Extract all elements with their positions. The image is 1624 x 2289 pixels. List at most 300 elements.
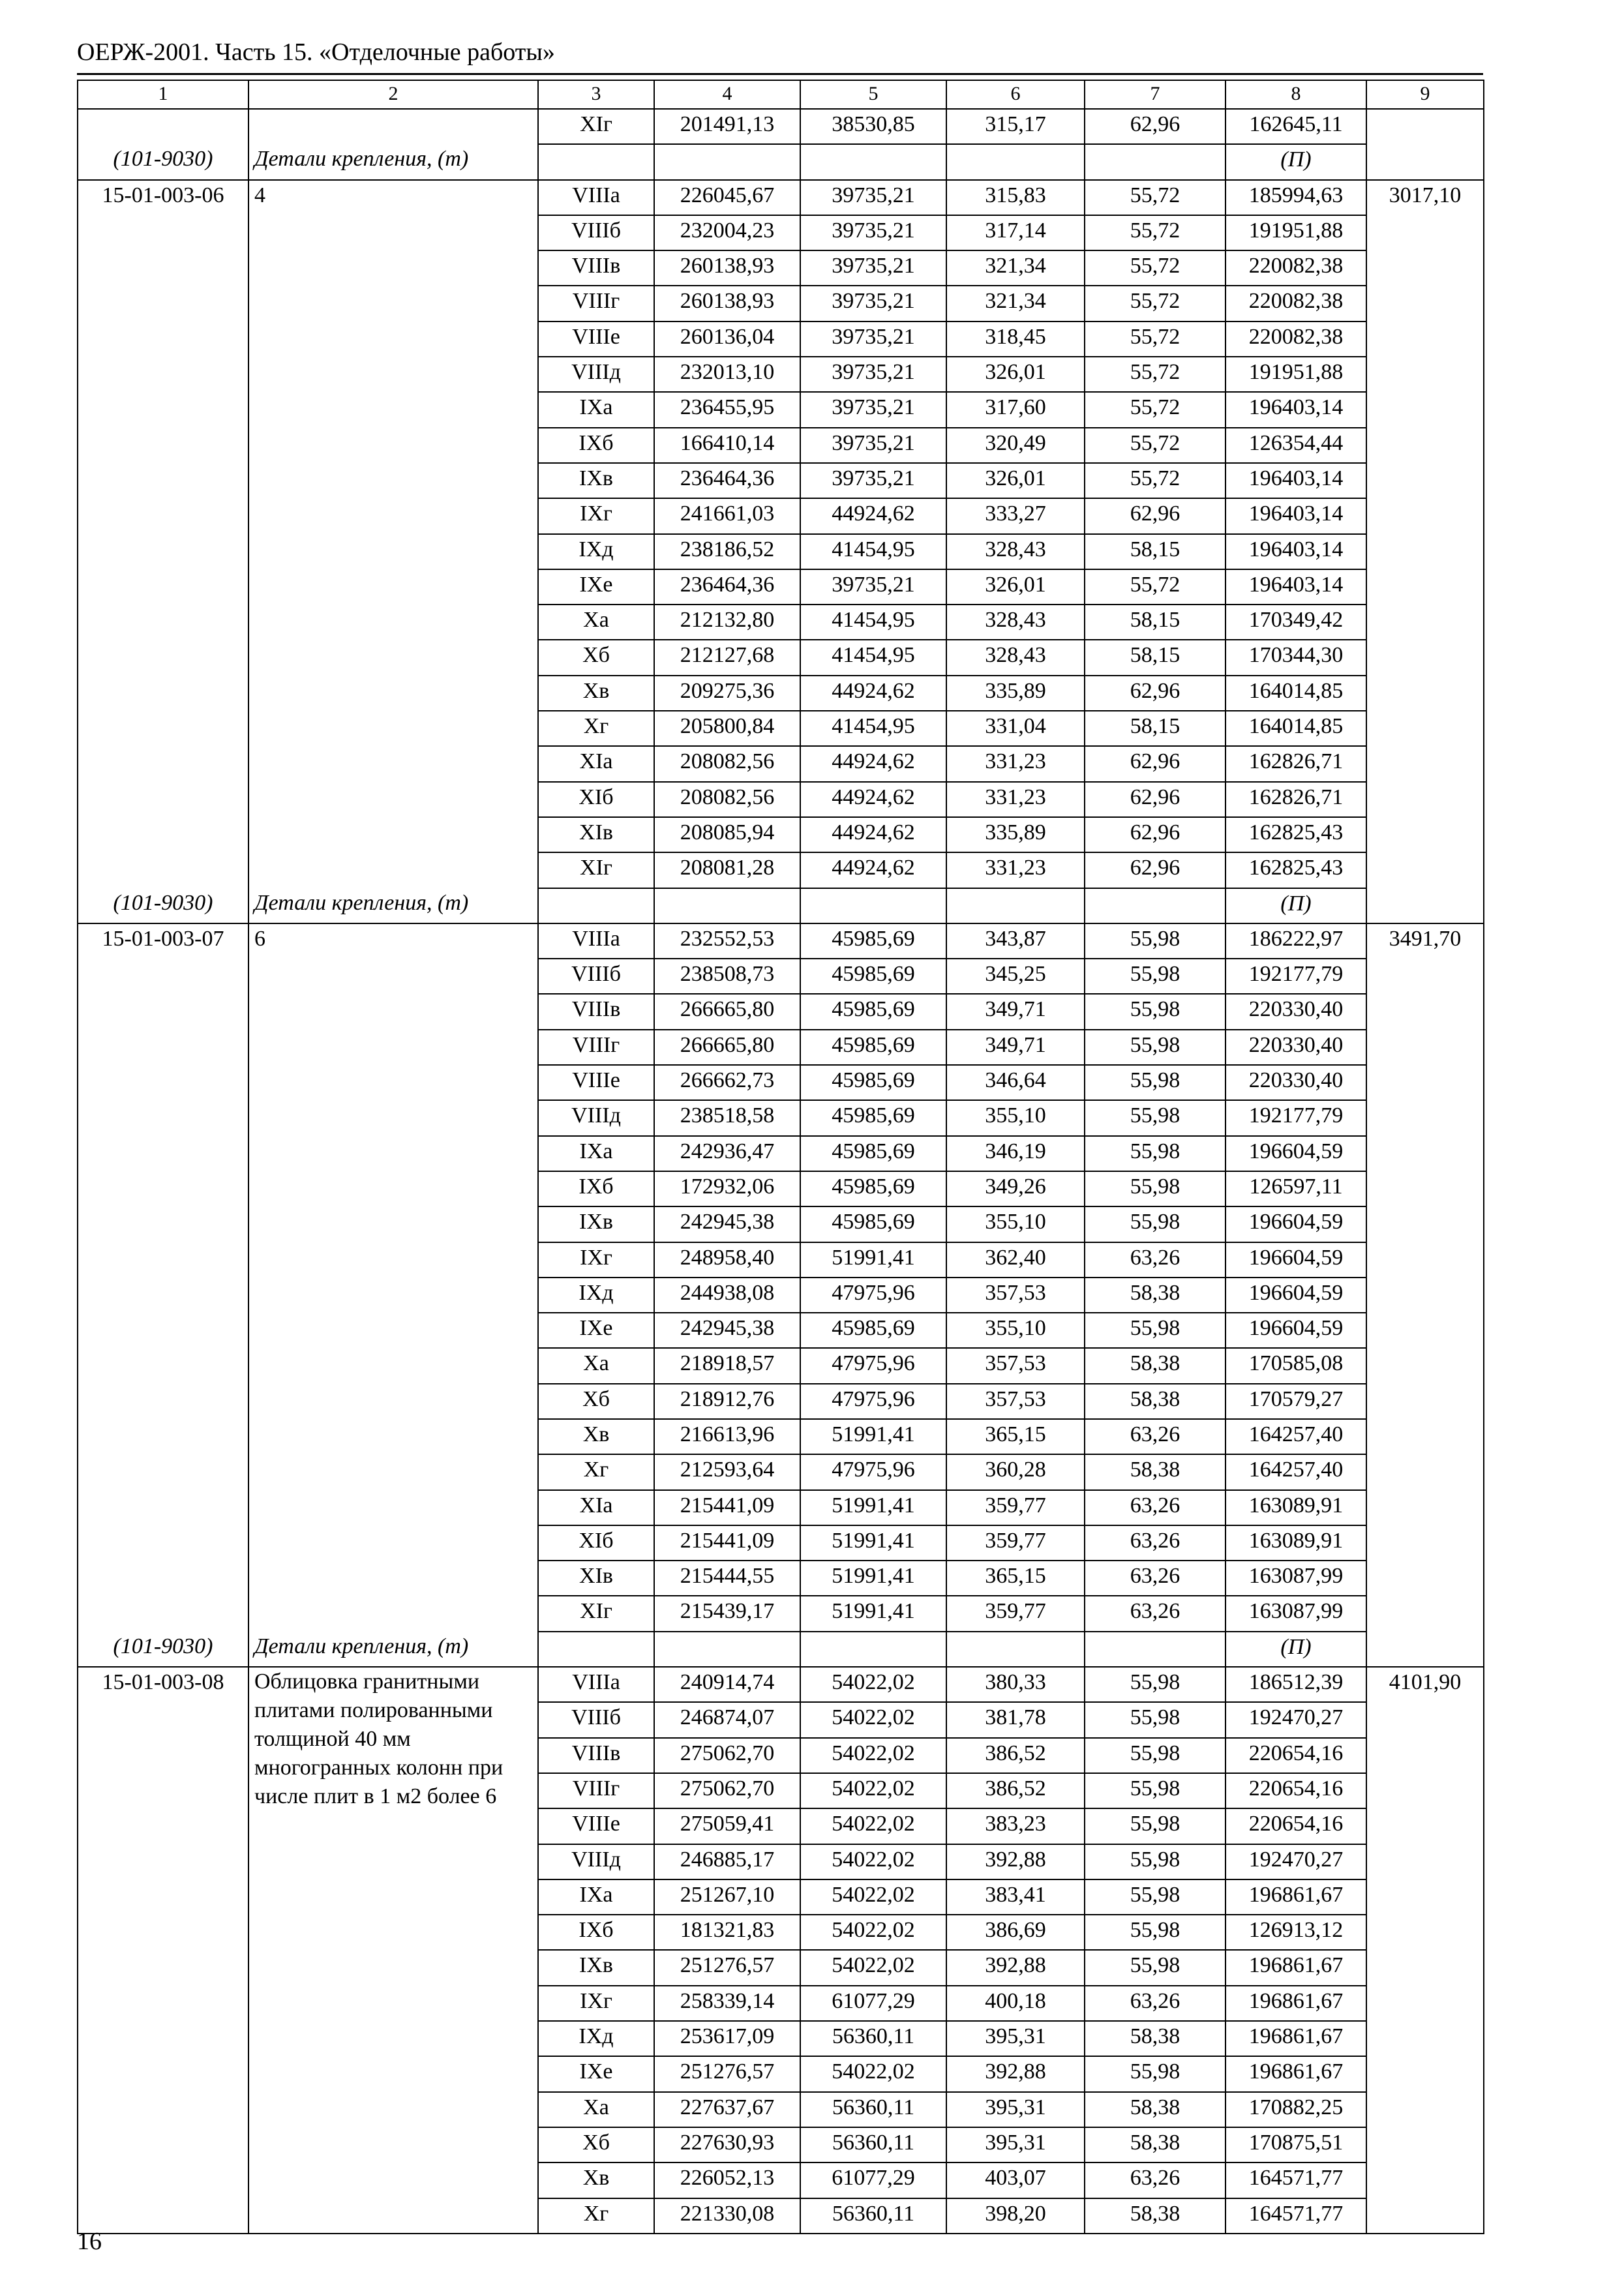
price-value: 242936,47	[654, 1136, 800, 1171]
price-value: 201491,13	[654, 109, 800, 144]
price-value: 333,27	[946, 498, 1085, 533]
price-value: 55,98	[1085, 1206, 1226, 1242]
price-value: 208082,56	[654, 782, 800, 817]
price-value: 58,38	[1085, 2092, 1226, 2127]
price-value: 47975,96	[800, 1454, 946, 1489]
price-value: 357,53	[946, 1278, 1085, 1313]
price-value: 55,72	[1085, 250, 1226, 286]
table-cell	[248, 852, 538, 888]
zone-code: Xб	[538, 640, 654, 675]
table-cell	[78, 498, 248, 533]
price-value: 44924,62	[800, 782, 946, 817]
price-value: 220082,38	[1226, 250, 1366, 286]
table-cell	[78, 357, 248, 392]
table-row	[78, 463, 1484, 498]
table-cell	[248, 1171, 538, 1206]
price-value: 331,23	[946, 746, 1085, 781]
table-cell	[248, 463, 538, 498]
price-value: 381,78	[946, 1702, 1085, 1737]
price-value: 164257,40	[1226, 1454, 1366, 1489]
zone-code: Xв	[538, 676, 654, 711]
table-cell	[78, 250, 248, 286]
price-value: 55,72	[1085, 180, 1226, 215]
zone-code: Xа	[538, 2092, 654, 2127]
price-value: 58,15	[1085, 534, 1226, 569]
resource-code: (101-9030)	[78, 1632, 248, 1667]
price-value: 395,31	[946, 2092, 1085, 2127]
price-value: 392,88	[946, 2056, 1085, 2091]
table-row	[78, 215, 1484, 250]
price-value: 232552,53	[654, 923, 800, 959]
price-value: 196861,67	[1226, 2021, 1366, 2056]
price-value: 39735,21	[800, 463, 946, 498]
price-value: 164571,77	[1226, 2162, 1366, 2198]
table-cell	[1085, 1632, 1226, 1667]
table-cell	[1366, 605, 1484, 640]
price-value: 51991,41	[800, 1561, 946, 1596]
price-value: 253617,09	[654, 2021, 800, 2056]
price-value: 170875,51	[1226, 2127, 1366, 2162]
price-value: 220082,38	[1226, 322, 1366, 357]
price-value: 365,15	[946, 1561, 1085, 1596]
zone-code: XIб	[538, 1525, 654, 1561]
price-value: 56360,11	[800, 2127, 946, 2162]
price-value: 218912,76	[654, 1384, 800, 1419]
price-value: 238518,58	[654, 1100, 800, 1135]
table-row	[78, 109, 1484, 144]
zone-code: IXб	[538, 428, 654, 463]
price-value: 58,38	[1085, 1454, 1226, 1489]
table-cell	[248, 676, 538, 711]
price-value: 63,26	[1085, 1490, 1226, 1525]
price-value: 170585,08	[1226, 1348, 1366, 1383]
price-value: 55,72	[1085, 215, 1226, 250]
price-value: 170882,25	[1226, 2092, 1366, 2127]
price-value: 236464,36	[654, 463, 800, 498]
table-cell	[248, 569, 538, 605]
table-cell	[78, 1915, 248, 1950]
resource-unit-mark: (П)	[1226, 888, 1366, 923]
price-value: 345,25	[946, 959, 1085, 994]
table-cell	[1366, 2092, 1484, 2127]
table-cell	[1366, 1242, 1484, 1278]
price-value: 238508,73	[654, 959, 800, 994]
price-value: 166410,14	[654, 428, 800, 463]
price-value: 38530,85	[800, 109, 946, 144]
price-value: 62,96	[1085, 498, 1226, 533]
table-cell	[1366, 1100, 1484, 1135]
table-cell	[1366, 1419, 1484, 1454]
table-cell	[1366, 2198, 1484, 2234]
table-cell	[248, 534, 538, 569]
price-value: 163087,99	[1226, 1561, 1366, 1596]
price-value: 44924,62	[800, 676, 946, 711]
price-value: 355,10	[946, 1206, 1085, 1242]
price-value: 248958,40	[654, 1242, 800, 1278]
zone-code: VIIIа	[538, 923, 654, 959]
table-cell	[248, 1278, 538, 1313]
price-value: 45985,69	[800, 923, 946, 959]
resource-name: Детали крепления, (т)	[248, 144, 538, 179]
material-value	[1366, 109, 1484, 144]
zone-code: VIIIб	[538, 959, 654, 994]
price-value: 328,43	[946, 640, 1085, 675]
table-cell	[78, 2092, 248, 2127]
table-row	[78, 498, 1484, 533]
table-cell	[1366, 1384, 1484, 1419]
price-value: 55,72	[1085, 569, 1226, 605]
column-number: 2	[248, 80, 538, 109]
zone-code: Xб	[538, 2127, 654, 2162]
column-number: 7	[1085, 80, 1226, 109]
price-value: 45985,69	[800, 994, 946, 1029]
price-value: 58,38	[1085, 2198, 1226, 2234]
price-value: 58,38	[1085, 1348, 1226, 1383]
price-value: 186512,39	[1226, 1667, 1366, 1702]
price-value: 241661,03	[654, 498, 800, 533]
price-value: 275059,41	[654, 1808, 800, 1844]
resource-name: Детали крепления, (т)	[248, 888, 538, 923]
price-value: 54022,02	[800, 1950, 946, 1985]
table-cell	[1366, 746, 1484, 781]
price-value: 227630,93	[654, 2127, 800, 2162]
price-value: 386,52	[946, 1773, 1085, 1808]
price-value: 63,26	[1085, 2162, 1226, 2198]
price-value: 58,38	[1085, 2127, 1226, 2162]
table-cell	[78, 1950, 248, 1985]
price-value: 55,98	[1085, 1136, 1226, 1171]
price-value: 192177,79	[1226, 959, 1366, 994]
table-row	[78, 357, 1484, 392]
zone-code: Xа	[538, 605, 654, 640]
table-cell	[78, 1844, 248, 1879]
price-value: 220654,16	[1226, 1773, 1366, 1808]
price-value: 208081,28	[654, 852, 800, 888]
table-cell	[1366, 676, 1484, 711]
table-row	[78, 1171, 1484, 1206]
price-value: 349,71	[946, 1030, 1085, 1065]
price-value: 62,96	[1085, 109, 1226, 144]
price-value: 260138,93	[654, 250, 800, 286]
price-value: 55,98	[1085, 1738, 1226, 1773]
price-value: 54022,02	[800, 2056, 946, 2091]
price-value: 162825,43	[1226, 817, 1366, 852]
zone-code: XIб	[538, 782, 654, 817]
price-value: 172932,06	[654, 1171, 800, 1206]
price-value: 260138,93	[654, 286, 800, 321]
price-value: 55,98	[1085, 1065, 1226, 1100]
price-value: 331,23	[946, 852, 1085, 888]
price-value: 355,10	[946, 1100, 1085, 1135]
price-value: 335,89	[946, 817, 1085, 852]
table-cell	[1366, 1632, 1484, 1667]
price-value: 191951,88	[1226, 215, 1366, 250]
price-value: 331,04	[946, 711, 1085, 746]
zone-code: Xг	[538, 711, 654, 746]
table-cell	[78, 1419, 248, 1454]
price-value: 58,38	[1085, 2021, 1226, 2056]
table-cell	[248, 640, 538, 675]
table-row	[78, 286, 1484, 321]
table-cell	[1366, 711, 1484, 746]
table-cell	[1366, 1490, 1484, 1525]
price-value: 41454,95	[800, 640, 946, 675]
price-value: 54022,02	[800, 1915, 946, 1950]
table-cell	[654, 1632, 800, 1667]
price-value: 55,98	[1085, 1808, 1226, 1844]
table-cell	[78, 286, 248, 321]
table-cell	[946, 144, 1085, 179]
zone-code: VIIIа	[538, 180, 654, 215]
zone-code: VIIIг	[538, 286, 654, 321]
zone-code: VIIIд	[538, 1100, 654, 1135]
zone-code: VIIIа	[538, 1667, 654, 1702]
table-cell	[800, 1632, 946, 1667]
price-value: 62,96	[1085, 817, 1226, 852]
price-value: 192470,27	[1226, 1702, 1366, 1737]
price-value: 192470,27	[1226, 1844, 1366, 1879]
price-value: 62,96	[1085, 852, 1226, 888]
price-value: 61077,29	[800, 1986, 946, 2021]
price-value: 357,53	[946, 1384, 1085, 1419]
price-value: 45985,69	[800, 1313, 946, 1348]
table-cell	[1366, 1915, 1484, 1950]
price-value: 55,98	[1085, 1773, 1226, 1808]
table-cell	[248, 215, 538, 250]
table-cell	[1366, 1348, 1484, 1383]
price-value: 54022,02	[800, 1808, 946, 1844]
table-row	[78, 676, 1484, 711]
zone-code: VIIIд	[538, 357, 654, 392]
table-row	[78, 1667, 1484, 1702]
table-cell	[78, 1561, 248, 1596]
table-cell	[1366, 463, 1484, 498]
price-value: 55,98	[1085, 1879, 1226, 1915]
price-value: 163087,99	[1226, 1596, 1366, 1631]
price-value: 41454,95	[800, 605, 946, 640]
table-row	[78, 1030, 1484, 1065]
table-cell	[78, 1454, 248, 1489]
price-value: 346,64	[946, 1065, 1085, 1100]
table-cell	[78, 1879, 248, 1915]
price-value: 39735,21	[800, 250, 946, 286]
table-cell	[1366, 215, 1484, 250]
zone-code: IXг	[538, 1986, 654, 2021]
table-cell	[1366, 1702, 1484, 1737]
table-cell	[78, 1773, 248, 1808]
price-value: 226045,67	[654, 180, 800, 215]
price-value: 55,98	[1085, 959, 1226, 994]
price-value: 55,72	[1085, 322, 1226, 357]
price-value: 54022,02	[800, 1667, 946, 1702]
price-value: 196861,67	[1226, 1950, 1366, 1985]
price-value: 63,26	[1085, 1419, 1226, 1454]
table-row	[78, 428, 1484, 463]
table-cell	[78, 2056, 248, 2091]
price-value: 240914,74	[654, 1667, 800, 1702]
table-cell	[248, 1206, 538, 1242]
price-value: 54022,02	[800, 1738, 946, 1773]
table-row	[78, 1419, 1484, 1454]
price-value: 45985,69	[800, 1171, 946, 1206]
price-value: 220330,40	[1226, 994, 1366, 1029]
price-value: 196403,14	[1226, 534, 1366, 569]
price-value: 62,96	[1085, 782, 1226, 817]
price-value: 39735,21	[800, 215, 946, 250]
zone-code: Xб	[538, 1384, 654, 1419]
price-value: 55,98	[1085, 1950, 1226, 1985]
table-cell	[1366, 322, 1484, 357]
price-value: 220082,38	[1226, 286, 1366, 321]
zone-code: Xг	[538, 2198, 654, 2234]
price-value: 196604,59	[1226, 1206, 1366, 1242]
resource-name: Детали крепления, (т)	[248, 1632, 538, 1667]
column-number: 3	[538, 80, 654, 109]
price-value: 392,88	[946, 1950, 1085, 1985]
table-row	[78, 852, 1484, 888]
column-number: 9	[1366, 80, 1484, 109]
price-value: 63,26	[1085, 1596, 1226, 1631]
price-value: 47975,96	[800, 1384, 946, 1419]
price-value: 196861,67	[1226, 1879, 1366, 1915]
table-cell	[78, 392, 248, 427]
table-row	[78, 1242, 1484, 1278]
price-value: 326,01	[946, 357, 1085, 392]
price-value: 54022,02	[800, 1879, 946, 1915]
price-value: 395,31	[946, 2127, 1085, 2162]
price-value: 220654,16	[1226, 1808, 1366, 1844]
price-value: 55,72	[1085, 357, 1226, 392]
zone-code: VIIIг	[538, 1773, 654, 1808]
price-value: 212132,80	[654, 605, 800, 640]
table-cell	[78, 534, 248, 569]
table-cell	[78, 959, 248, 994]
price-value: 55,98	[1085, 1100, 1226, 1135]
price-value: 41454,95	[800, 534, 946, 569]
table-cell	[78, 1490, 248, 1525]
price-value: 55,98	[1085, 994, 1226, 1029]
table-row	[78, 250, 1484, 286]
rate-code: 15-01-003-08	[78, 1667, 248, 1702]
table-cell	[1366, 959, 1484, 994]
table-row	[78, 711, 1484, 746]
price-value: 170349,42	[1226, 605, 1366, 640]
price-value: 238186,52	[654, 534, 800, 569]
zone-code: VIIIв	[538, 994, 654, 1029]
table-cell	[1366, 1844, 1484, 1879]
table-cell	[78, 569, 248, 605]
material-value: 3491,70	[1366, 923, 1484, 959]
price-value: 398,20	[946, 2198, 1085, 2234]
note-row	[78, 888, 1484, 923]
price-value: 163089,91	[1226, 1525, 1366, 1561]
table-row	[78, 1384, 1484, 1419]
table-cell	[78, 1278, 248, 1313]
price-value: 346,19	[946, 1136, 1085, 1171]
table-row	[78, 1348, 1484, 1383]
table-cell	[248, 1136, 538, 1171]
table-row	[78, 1206, 1484, 1242]
table-cell	[248, 498, 538, 533]
price-value: 58,38	[1085, 1384, 1226, 1419]
table-cell	[248, 1561, 538, 1596]
header-rule	[77, 73, 1483, 75]
price-value: 55,98	[1085, 923, 1226, 959]
resource-unit-mark: (П)	[1226, 1632, 1366, 1667]
table-cell	[946, 888, 1085, 923]
zone-code: Xа	[538, 1348, 654, 1383]
price-value: 215444,55	[654, 1561, 800, 1596]
table-cell	[1366, 1030, 1484, 1065]
price-value: 62,96	[1085, 746, 1226, 781]
price-value: 244938,08	[654, 1278, 800, 1313]
zone-code: Xв	[538, 2162, 654, 2198]
price-value: 380,33	[946, 1667, 1085, 1702]
price-value: 44924,62	[800, 852, 946, 888]
price-value: 403,07	[946, 2162, 1085, 2198]
table-cell	[1366, 852, 1484, 888]
price-value: 343,87	[946, 923, 1085, 959]
price-value: 45985,69	[800, 1206, 946, 1242]
table-body	[78, 80, 1484, 2234]
table-cell	[78, 1313, 248, 1348]
price-value: 186222,97	[1226, 923, 1366, 959]
price-value: 242945,38	[654, 1313, 800, 1348]
table-row	[78, 1490, 1484, 1525]
table-cell	[946, 1632, 1085, 1667]
zone-code: IXг	[538, 1242, 654, 1278]
price-value: 196861,67	[1226, 2056, 1366, 2091]
rate-code	[78, 109, 248, 144]
price-value: 196403,14	[1226, 569, 1366, 605]
table-cell	[1366, 392, 1484, 427]
price-value: 192177,79	[1226, 1100, 1366, 1135]
zone-code: IXв	[538, 463, 654, 498]
price-value: 39735,21	[800, 322, 946, 357]
price-value: 359,77	[946, 1525, 1085, 1561]
price-value: 386,69	[946, 1915, 1085, 1950]
table-row	[78, 1454, 1484, 1489]
table-row	[78, 180, 1484, 215]
price-value: 326,01	[946, 463, 1085, 498]
table-row	[78, 746, 1484, 781]
column-number: 5	[800, 80, 946, 109]
price-value: 63,26	[1085, 1986, 1226, 2021]
zone-code: XIа	[538, 746, 654, 781]
price-value: 216613,96	[654, 1419, 800, 1454]
table-cell	[78, 817, 248, 852]
zone-code: IXе	[538, 569, 654, 605]
table-cell	[78, 605, 248, 640]
price-value: 258339,14	[654, 1986, 800, 2021]
table-cell	[78, 1136, 248, 1171]
table-row	[78, 322, 1484, 357]
table-cell	[248, 322, 538, 357]
table-cell	[654, 888, 800, 923]
price-value: 55,72	[1085, 428, 1226, 463]
price-value: 215439,17	[654, 1596, 800, 1631]
table-row	[78, 392, 1484, 427]
price-value: 58,15	[1085, 605, 1226, 640]
price-value: 315,17	[946, 109, 1085, 144]
table-cell	[1366, 2021, 1484, 2056]
price-value: 362,40	[946, 1242, 1085, 1278]
zone-code: IXб	[538, 1171, 654, 1206]
table-cell	[1366, 888, 1484, 923]
table-row	[78, 569, 1484, 605]
price-value: 62,96	[1085, 676, 1226, 711]
zone-code: IXе	[538, 1313, 654, 1348]
